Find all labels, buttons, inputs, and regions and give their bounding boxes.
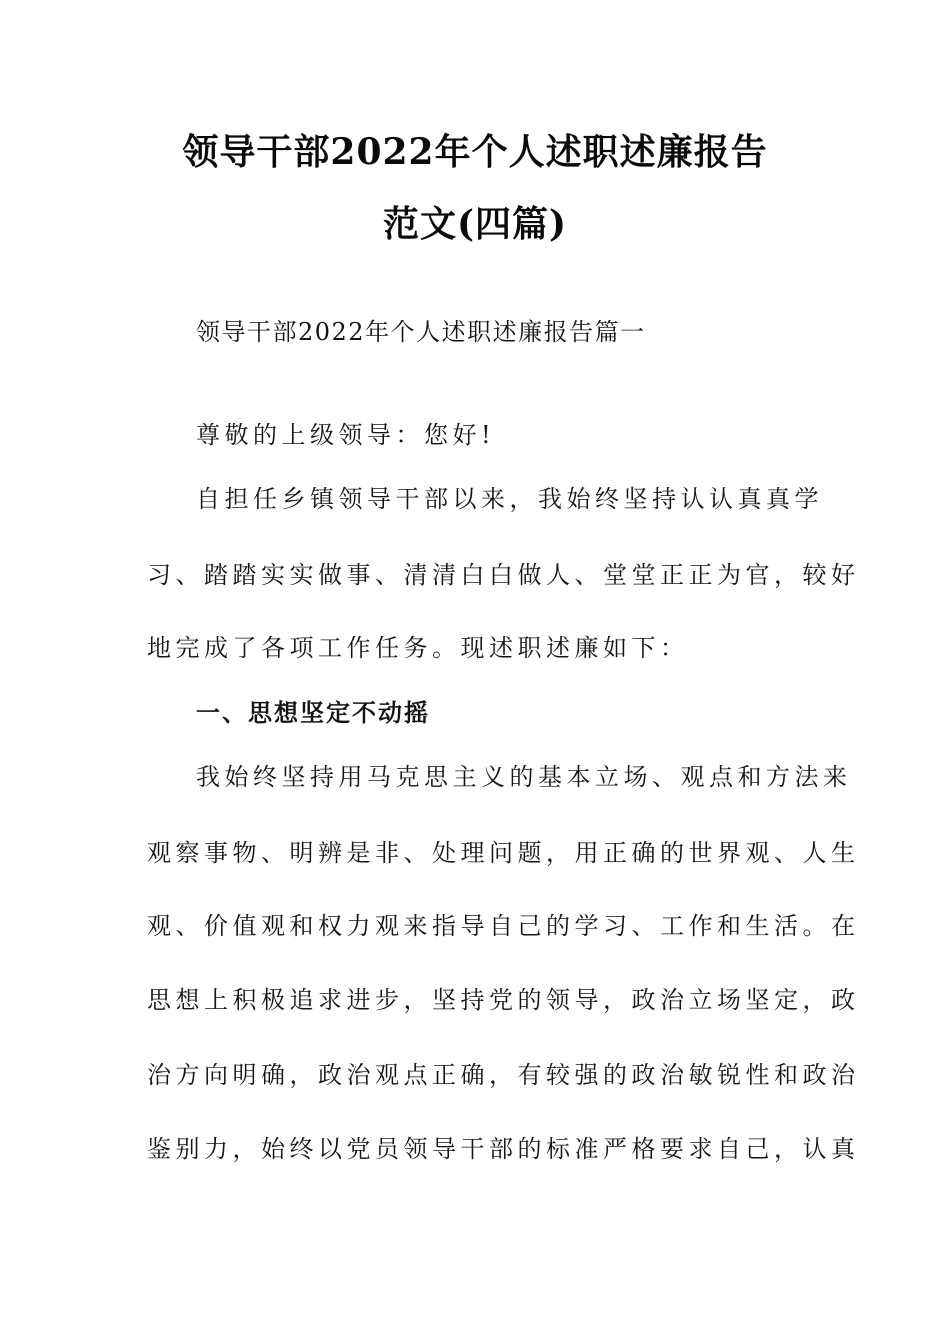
salutation: 尊敬的上级领导：您好!	[196, 421, 496, 449]
paragraph-2-line-6: 鉴别力，始终以党员领导干部的标准严格要求自己，认真	[147, 1135, 860, 1163]
paragraph-2-line-1: 我始终坚持用马克思主义的基本立场、观点和方法来	[196, 763, 852, 791]
paragraph-1-line-3: 地完成了各项工作任务。现述职述廉如下：	[147, 634, 689, 662]
paragraph-2-line-4: 思想上积极追求进步，坚持党的领导，政治立场坚定，政	[147, 986, 860, 1014]
paragraph-1-line-2: 习、踏踏实实做事、清清白白做人、堂堂正正为官，较好	[147, 561, 860, 589]
document-title-line-2: 范文(四篇)	[382, 203, 568, 245]
paragraph-2-line-3: 观、价值观和权力观来指导自己的学习、工作和生活。在	[147, 912, 860, 940]
paragraph-2-line-5: 治方向明确，政治观点正确，有较强的政治敏锐性和政治	[147, 1061, 860, 1089]
heading-1: 一、思想坚定不动摇	[196, 699, 430, 727]
document-title-line-1: 领导干部2022年个人述职述廉报告	[182, 131, 768, 173]
paragraph-2-line-2: 观察事物、明辨是非、处理问题，用正确的世界观、人生	[147, 839, 860, 867]
section-title: 领导干部2022年个人述职述廉报告篇一	[196, 318, 646, 346]
paragraph-1-line-1: 自担任乡镇领导干部以来，我始终坚持认认真真学	[196, 485, 823, 513]
